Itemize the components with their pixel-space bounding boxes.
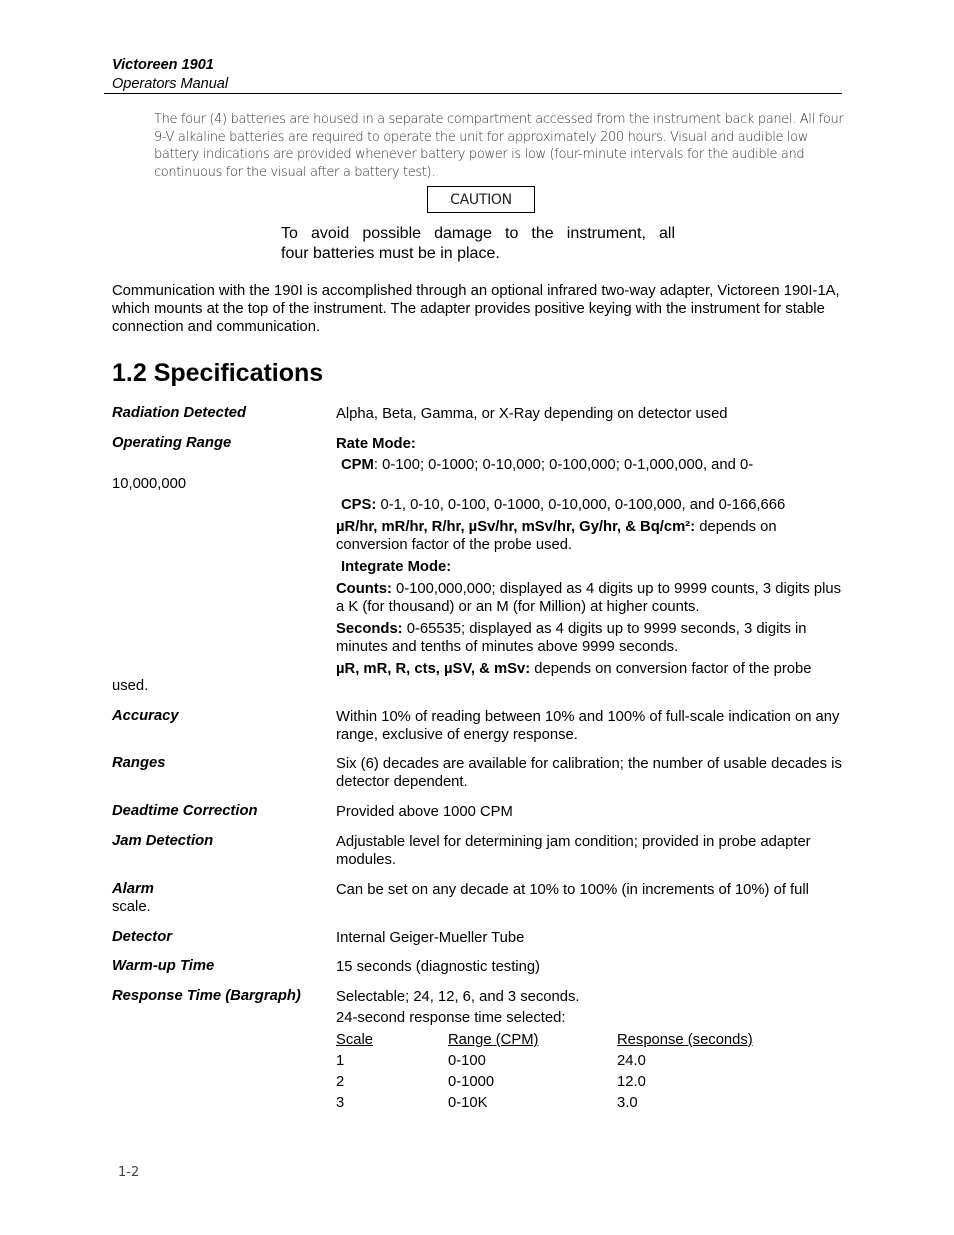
integrate-units-value: depends on conversion factor of the probe [530,661,812,677]
counts-label: Counts: [336,581,392,597]
spec-label-detector: Detector [112,929,173,945]
spec-label-ranges: Ranges [112,755,166,771]
spec-label-warmup: Warm-up Time [112,958,215,974]
spec-value-alarm-wrap: scale. [112,899,151,915]
table-cell-scale: 3 [336,1095,345,1111]
spec-label-deadtime: Deadtime Correction [112,803,258,819]
table-cell-response: 3.0 [617,1095,638,1111]
page-number: 1-2 [118,1165,140,1180]
table-cell-scale: 2 [336,1074,345,1090]
communication-paragraph: Communication with the 190I is accomplished through an optional infrared two-way adapter, Victoreen 190I-1A, which mounts at the top of the instrument. The adapter provides positive keying with the instrument for stable connection and communication. [112,283,840,335]
table-cell-range: 0-1000 [448,1074,495,1090]
table-cell-response: 24.0 [617,1053,646,1069]
integrate-units-wrap: used. [112,678,149,694]
rate-units-label: µR/hr, mR/hr, R/hr, µSv/hr, mSv/hr, Gy/hr, & Bq/cm²: [336,519,696,535]
spec-value-deadtime: Provided above 1000 CPM [336,804,513,820]
spec-label-radiation-detected: Radiation Detected [112,405,247,421]
table-cell-scale: 1 [336,1053,345,1069]
spec-label-operating-range: Operating Range [112,435,232,451]
rate-mode-heading [336,435,842,453]
table-cell-range: 0-100 [448,1053,486,1069]
table-header-scale: Scale [336,1032,374,1048]
rate-units-value: depends on conversion factor of the probe used. [336,519,777,553]
manual-title: Victoreen 1901 [112,57,214,73]
spec-label-response-time: Response Time (Bargraph) [112,988,301,1004]
spec-label-jam-detection: Jam Detection [112,833,214,849]
seconds-value: 0-65535; displayed as 4 digits up to 9999 seconds, 3 digits in minutes and tenths of minutes above 9999 seconds. [336,621,807,655]
spec-value-detector: Internal Geiger-Mueller Tube [336,930,525,946]
cpm-wrap: 10,000,000 [112,476,187,492]
rate-mode-label: Rate Mode: [336,436,416,452]
table-cell-response: 12.0 [617,1074,646,1090]
seconds-line [336,620,842,656]
table-header-response: Response (seconds) [617,1032,753,1048]
caution-text [281,224,675,264]
spec-value-response-line-2: 24-second response time selected: [336,1010,566,1026]
cps-value: 0-1, 0-10, 0-100, 0-1000, 0-10,000, 0-100,000, and 0-166,666 [376,497,786,513]
cpm-line [341,456,847,474]
cpm-value: : 0-100; 0-1000; 0-10,000; 0-100,000; 0-1,000,000, and 0- [373,457,754,473]
spec-value-accuracy: Within 10% of reading between 10% and 100% of full-scale indication on any range, exclusive of energy response. [336,709,840,743]
counts-line [336,580,842,616]
manual-subtitle: Operators Manual [112,76,229,92]
spec-value-response-line-1: Selectable; 24, 12, 6, and 3 seconds. [336,989,580,1005]
spec-value-ranges: Six (6) decades are available for calibration; the number of usable decades is detector dependent. [336,756,842,790]
integrate-units-label: µR, mR, R, cts, µSV, & mSv: [336,661,531,677]
integrate-mode-label: Integrate Mode: [341,559,452,575]
integrate-mode-heading [341,558,847,576]
cps-line [341,496,847,514]
counts-value: 0-100,000,000; displayed as 4 digits up to 9999 counts, 3 digits plus a K (for thousand) or an M (for Million) at higher counts. [336,581,842,615]
table-cell-range: 0-10K [448,1095,488,1111]
cps-label: CPS: [341,497,377,513]
cpm-label: CPM [341,457,374,473]
section-title: 1.2 Specifications [112,359,324,387]
caution-line-1: To avoid possible damage to the instrument, all [281,225,675,242]
spec-value-jam-detection: Adjustable level for determining jam condition; provided in probe adapter modules. [336,834,811,868]
seconds-label: Seconds: [336,621,403,637]
table-header-range: Range (CPM) [448,1032,539,1048]
spec-value-radiation-detected: Alpha, Beta, Gamma, or X-Ray depending on detector used [336,406,728,422]
integrate-units-line [336,660,846,678]
spec-label-alarm: Alarm [112,881,154,897]
spec-label-accuracy: Accuracy [112,708,179,724]
spec-value-warmup: 15 seconds (diagnostic testing) [336,959,540,975]
caution-line-2: four batteries must be in place. [281,245,500,262]
rate-units-line [336,518,842,554]
battery-paragraph: The four (4) batteries are housed in a separate compartment accessed from the instrument back panel. All four 9-V alkaline batteries are required to operate the unit for approximately 200 hours. Visual and audible low battery indications are provided whenever battery power is low (four-minute intervals for the audible and continuous for the visual after a battery test). [154,112,844,180]
spec-value-alarm: Can be set on any decade at 10% to 100% (in increments of 10%) of full [336,882,809,898]
caution-label: CAUTION [427,186,535,213]
header-divider [104,93,842,94]
